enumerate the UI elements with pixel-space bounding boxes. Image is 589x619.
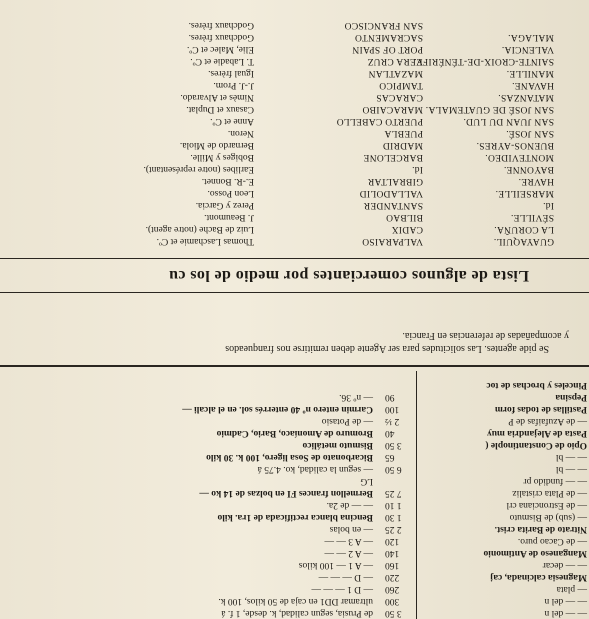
price-row [419,391,589,403]
merchant-column-main [0,19,429,247]
price-value: 100 [385,404,400,414]
merchant-city: VALENCIA. [501,44,554,54]
merchant-city: MALAGA. [507,32,554,42]
price-item-label: Pinceles y brochas de toc [486,380,587,390]
price-row [419,523,589,535]
merchant-row [0,19,429,31]
merchant-name: Casaux et Duplat. [186,104,254,114]
merchant-city: PUERTO CABELLO [336,116,423,126]
price-value: 6 50 [385,464,402,474]
merchant-row [425,103,584,115]
merchant-city: TAMPICO [378,80,423,90]
merchant-city: BUENOS-AYRES. [476,140,554,150]
merchant-city: SAN FRANCISCO [344,20,423,30]
price-item-label: Bromuro de Amoníaco, Bario, Cadmio [216,428,373,438]
merchant-city: SÉVILLE. [510,212,554,222]
price-row [419,595,589,607]
merchant-name: Thomas Laschamie et Cº. [156,236,254,246]
price-item-label: — (sub) de Bismuto [509,512,587,522]
merchant-city: MATANZAS. [497,92,554,102]
price-row [0,583,413,595]
price-item-label: ultramar DD1 en caja de 50 kilos, 100 k. [218,596,373,606]
merchant-name: J. Beaumont. [204,212,254,222]
merchant-city: SAN JOSÉ DE GUATEMALA. [425,104,554,114]
price-item-label: — de Azufaifas de P [508,416,587,426]
merchant-city: SAINTE-CROIX-DE-TÉNÉRIFE. [413,56,554,66]
merchant-name: Godchaux frères. [188,32,254,42]
price-row [419,535,589,547]
price-item-label: — de Plata cristaliz [512,488,587,498]
price-item-label: — — decar [542,560,587,570]
merchant-row [0,79,429,91]
price-item-label: — de Potasio [321,416,373,426]
column-divider [416,371,417,619]
merchant-row [434,115,584,127]
merchant-city: HAVRE. [518,176,554,186]
merchant-row [0,55,429,67]
price-item-label: — en bolas [329,524,373,534]
merchant-row [0,199,429,211]
price-row [0,523,413,535]
merchant-column-cities-right [413,31,584,247]
price-item-label: — — de 2a. [326,500,373,510]
price-item-label: — de Cacao puro. [517,536,587,546]
price-row [0,559,413,571]
price-row [0,607,413,619]
price-item-label: Carmin entero nº 40 enterrés sol. en el alcali — [182,404,373,414]
merchant-row [0,223,429,235]
price-row [0,451,413,463]
merchant-row [0,67,429,79]
merchant-row [0,115,429,127]
merchant-city: CADIX [391,224,423,234]
price-item-label: Bencina blanca rectificada de 1ra. kilo [217,512,373,522]
merchant-row [434,43,584,55]
price-row [419,571,589,583]
merchant-row [434,223,584,235]
merchant-city: SACRAMENTO [354,32,423,42]
merchant-city: MONTEVIDEO. [485,152,554,162]
merchant-city: LA CORUÑA. [493,224,554,234]
merchant-name: Leon Posso. [207,188,254,198]
price-row [0,415,413,427]
price-item-label: Manganeso de Antimonio [483,548,587,558]
price-item-label: — D — — — [318,572,373,582]
merchant-row [0,151,429,163]
price-row [0,427,413,439]
merchant-row [434,187,584,199]
merchant-city: BILBAO [385,212,423,222]
merchant-name: T. Labadie et Cº. [190,56,254,66]
price-value: 3 50 [385,608,402,618]
merchant-city: MARSEILLE. [495,188,554,198]
price-row [419,427,589,439]
merchant-city: VALPARAISO [361,236,423,246]
merchant-city: Id. [542,200,554,210]
merchant-city: GIBRALTAR [367,176,423,186]
price-row [419,583,589,595]
merchant-city: MANILLE. [506,68,554,78]
price-row [419,607,589,619]
merchant-row [434,175,584,187]
price-row [419,379,589,391]
price-item-label: — de Estroncianа crl [506,500,587,510]
price-item-label: — D 1 — — — [311,584,373,594]
merchant-name: Bernardo de Miola. [179,140,254,150]
price-row [0,535,413,547]
price-row [0,547,413,559]
rule-below-title [0,258,589,259]
merchant-city: HAVANE. [511,80,554,90]
merchant-row [0,31,429,43]
merchant-city: SAN JOSÉ. [505,128,554,138]
merchant-row [434,91,584,103]
merchant-city: VALLADOLID [359,188,423,198]
price-row [419,511,589,523]
price-item-label: — — bl [555,464,587,474]
merchant-name: Neron. [227,128,254,138]
merchant-name: E.-R. Bonnet. [201,176,254,186]
merchant-city: SAN JUAN DU LUD. [463,116,554,126]
merchant-name: Bobiges y Mille. [190,152,254,162]
merchant-city: PORT OF SPAIN [352,44,423,54]
price-item-label: — segun la calidad, ko. 4.75 á [257,464,373,474]
price-item-label: Bicarbonato de Sosa ligero, 100 k. 30 kilo [206,452,373,462]
merchant-city: MADRID [382,140,423,150]
merchant-row [434,151,584,163]
price-value: 40 [385,428,395,438]
price-value: 90 [385,392,395,402]
price-column-left [0,391,413,619]
price-item-label: — — del n [544,608,587,618]
merchant-name: Godchaux frères. [188,20,254,30]
merchant-row [434,79,584,91]
price-item-label: Magnesia calcinada, caj [490,572,587,582]
price-value: 300 [385,596,400,606]
price-row [419,547,589,559]
merchant-name: Earlibes (notre représentant). [143,164,254,174]
merchant-list-title: Lista de algunos comerciantes por medio de los cu [168,267,529,284]
price-item-label: — — del n [544,596,587,606]
merchant-city: GUAYAQUIL. [493,236,554,246]
price-item-label: — nº 36. [339,392,373,402]
merchant-row [0,91,429,103]
price-value: 140 [385,548,400,558]
price-item-label: — — fundido pr [523,476,587,486]
price-row [0,439,413,451]
price-row [419,439,589,451]
merchant-name: Perez y Garcia. [195,200,254,210]
price-item-label: Nitrato de Barita crist. [494,524,587,534]
price-row [419,499,589,511]
price-row [419,451,589,463]
merchant-name: Nimès et Alvarado. [180,92,254,102]
merchant-row [434,211,584,223]
price-item-label: — A 2 — — [324,548,373,558]
agent-notice [0,329,589,355]
price-item-label: Pastillas de todas form [494,404,587,414]
price-item-label: Bermellon frances FI en bolzas de 14 ko — [199,488,373,498]
price-item-label: LG [360,476,373,486]
merchant-row [0,187,429,199]
price-row [0,403,413,415]
merchant-row [0,127,429,139]
rule-above-note [0,365,589,367]
price-item-label: — — bl [555,452,587,462]
price-item-label: Pasta de Alejandria muy [486,428,587,438]
price-row [419,463,589,475]
price-row [0,595,413,607]
price-item-label: Pepsina [555,392,587,402]
price-item-label: — A 3 — — [324,536,373,546]
price-value: 220 [385,572,400,582]
merchant-row [434,67,584,79]
price-row [0,487,413,499]
price-value: 2 25 [385,524,402,534]
merchant-city: MAZATLAN [368,68,423,78]
merchant-row [0,163,429,175]
merchant-row [0,211,429,223]
price-value: 260 [385,584,400,594]
price-row [0,499,413,511]
merchant-row [0,139,429,151]
merchant-city: BARCELONE [363,152,423,162]
price-value: 65 [385,452,395,462]
merchant-city: MARACAIBO [362,104,423,114]
merchant-row [0,175,429,187]
price-value: 160 [385,560,400,570]
merchant-name: Anne et Cº. [210,116,254,126]
price-row [0,511,413,523]
price-item-label: — A 1 — 100 kilos [298,560,373,570]
merchant-name: Luiz de Bache (notre agent). [145,224,254,234]
price-row [419,415,589,427]
price-row [419,403,589,415]
merchant-row [413,55,584,67]
merchant-name: J.-J. Prom. [213,80,254,90]
price-value: 3 50 [385,440,402,450]
price-item-label: Opio de Constantinople ( [485,440,587,450]
merchant-name: Elie, Malec et Cº. [186,44,254,54]
price-value: 2 ½ [385,416,400,426]
price-row [419,487,589,499]
merchant-row [434,127,584,139]
price-row [0,463,413,475]
price-row [0,391,413,403]
merchant-row [434,139,584,151]
rule-above-title [0,292,589,293]
merchant-city: VERA CRUZ [367,56,423,66]
merchant-row [434,163,584,175]
merchant-row [434,31,584,43]
merchant-row [0,43,429,55]
price-item-label: de Prusia, segun calidad, k. desde, 1 f. á [221,608,373,618]
agent-notice-line-1: Se pide agentes. Las solicitudes para ser Agente deben remitirse nos franqueados [225,343,549,354]
merchant-row [434,235,584,247]
price-value: 7 25 [385,488,402,498]
price-value: 1 10 [385,500,402,510]
price-row [419,559,589,571]
merchant-city: BAYONNE. [503,164,554,174]
merchant-row [434,199,584,211]
price-item-label: Bismuto metálico [302,440,373,450]
merchant-row [0,103,429,115]
price-value: 120 [385,536,400,546]
price-row [0,475,413,487]
merchant-city: PUEBLA [384,128,423,138]
price-column-right [419,379,589,619]
merchant-name: Igual frères. [208,68,254,78]
merchant-city: Id. [411,164,423,174]
price-item-label: — plata [556,584,587,594]
price-row [419,475,589,487]
merchant-city: CARACAS [376,92,423,102]
merchant-row [0,235,429,247]
agent-notice-line-2: y acompañadas de referencias en Francia. [402,330,569,341]
merchant-city: SANTANDER [363,200,423,210]
price-value: 1 30 [385,512,402,522]
price-row [0,571,413,583]
